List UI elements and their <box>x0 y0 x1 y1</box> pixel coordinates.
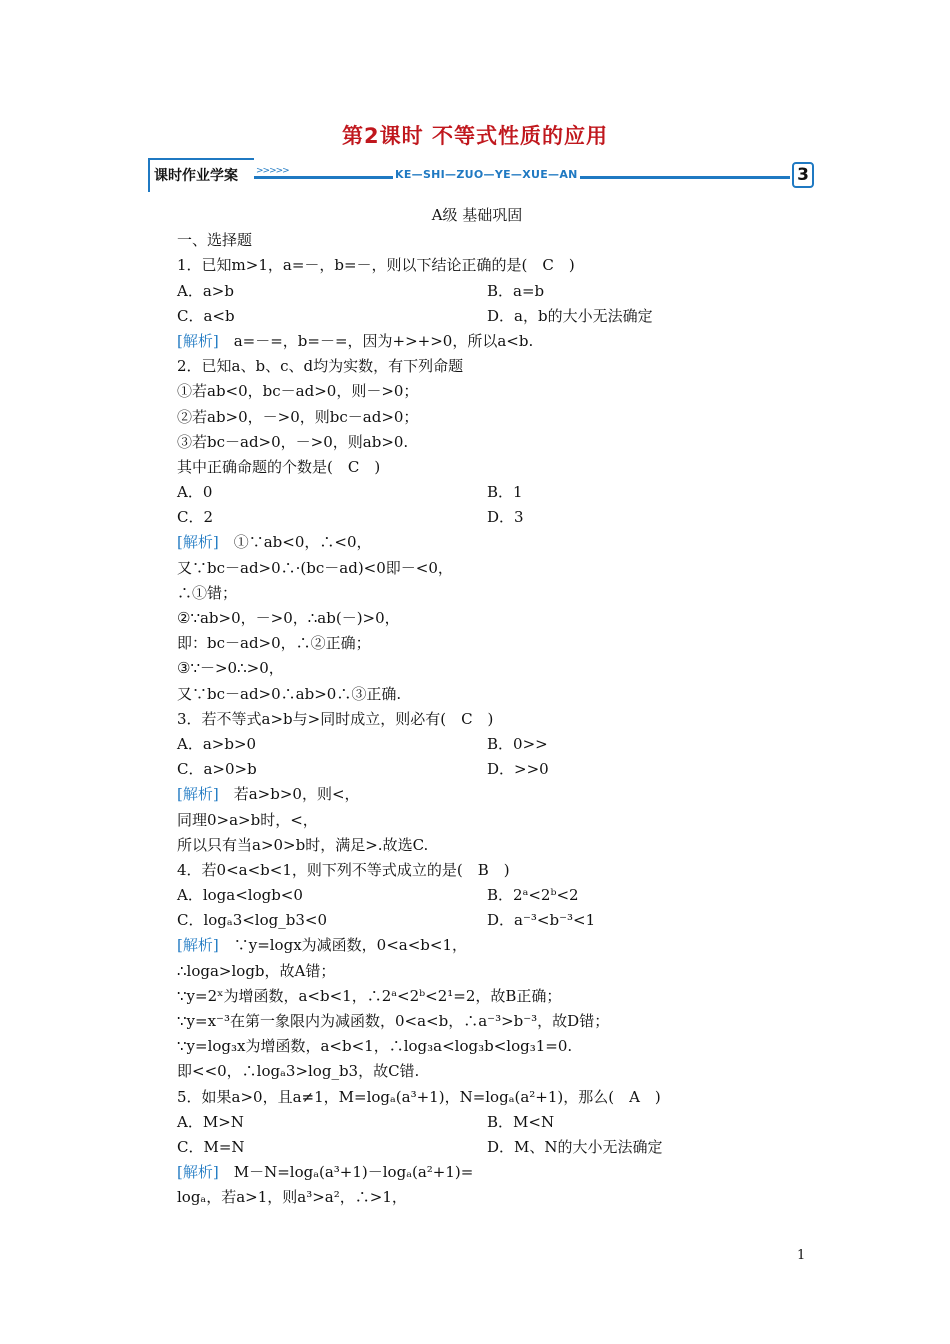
option-row <box>177 1135 777 1160</box>
analysis-line: logₐ，若a>1，则a³>a²，∴>1， <box>177 1188 407 1207</box>
option-row <box>177 480 777 505</box>
banner-arrows: >>>>> <box>256 166 289 176</box>
option-row <box>177 279 777 304</box>
analysis-line: [解析] M－N=logₐ(a³+1)－logₐ(a²+1)= <box>177 1163 474 1182</box>
question-stem: 5．如果a>0，且a≠1，M=logₐ(a³+1)，N=logₐ(a²+1)，那么( A ) <box>177 1087 661 1106</box>
analysis-line: 即<<0，∴logₐ3>log_b3，故C错. <box>177 1062 420 1081</box>
question-block <box>177 253 777 354</box>
question-statement: ②若ab>0，－>0，则bc－ad>0； <box>177 407 419 426</box>
question-stem: 1．已知m>1，a=－，b=－，则以下结论正确的是( C ) <box>177 256 575 275</box>
level-heading: A级 基础巩固 <box>431 206 523 224</box>
option: C．logₐ3<log_b3<0 <box>177 911 327 930</box>
analysis-line: 同理0>a>b时，<， <box>177 810 318 829</box>
option: C．2 <box>177 508 214 527</box>
option: D．>>0 <box>487 760 549 779</box>
banner-pinyin: KE—SHI—ZUO—YE—XUE—AN <box>395 168 578 181</box>
option-row <box>177 757 777 782</box>
option-row <box>177 883 777 908</box>
section-heading: 一、选择题 <box>177 231 253 250</box>
option: A．loga<logb<0 <box>177 886 303 905</box>
option: B．1 <box>487 483 523 502</box>
analysis-line: [解析] ①∵ab<0，∴<0， <box>177 533 372 552</box>
option: D．a⁻³<b⁻³<1 <box>487 911 596 930</box>
option-row <box>177 304 777 329</box>
question-block <box>177 858 777 1085</box>
question-stem: 2．已知a、b、c、d均为实数，有下列命题 <box>177 357 464 376</box>
analysis-line: [解析] 若a>b>0，则<， <box>177 785 360 804</box>
analysis-line: ∴loga>logb，故A错； <box>177 961 336 980</box>
option: B．0>> <box>487 734 548 753</box>
option: C．a>0>b <box>177 760 257 779</box>
option: A．0 <box>177 483 213 502</box>
analysis-tag: [解析] <box>177 785 219 804</box>
question-statement: ③若bc－ad>0，－>0，则ab>0. <box>177 432 409 451</box>
banner-label: 课时作业学案 <box>154 168 238 184</box>
page-title: 第2课时 不等式性质的应用 <box>342 124 608 148</box>
option-row <box>177 1110 777 1135</box>
option: B．M<N <box>487 1112 555 1131</box>
option: D．a，b的大小无法确定 <box>487 306 653 325</box>
question-stem: 4．若0<a<b<1，则下列不等式成立的是( B ) <box>177 860 510 879</box>
question-stem: 3．若不等式a>b与>同时成立，则必有( C ) <box>177 709 494 728</box>
option: C．M=N <box>177 1137 245 1156</box>
question-block <box>177 707 777 858</box>
option: B．2ᵃ<2ᵇ<2 <box>487 886 579 905</box>
analysis-line: ②∵ab>0，－>0，∴ab(－)>0， <box>177 609 400 627</box>
question-statement: ①若ab<0，bc－ad>0，则－>0； <box>177 382 419 401</box>
question-list <box>177 253 777 1210</box>
banner-number: 3 <box>792 162 814 188</box>
option: A．M>N <box>177 1112 244 1131</box>
analysis-line: ∵y=x⁻³在第一象限内为减函数，0<a<b，∴a⁻³>b⁻³，故D错； <box>177 1012 610 1030</box>
analysis-line: [解析] ∵y=logx为减函数，0<a<b<1， <box>177 936 467 955</box>
option-row <box>177 505 777 530</box>
analysis-line: ③∵－>0∴>0， <box>177 659 284 678</box>
analysis-line: ∵y=log₃x为增函数，a<b<1，∴log₃a<log₃b<log₃1=0. <box>177 1037 573 1056</box>
document-body <box>177 203 777 1211</box>
analysis-line: ∵y=2ˣ为增函数，a<b<1，∴2ᵃ<2ᵇ<2¹=2，故B正确； <box>177 986 562 1005</box>
analysis-line: ∴①错； <box>177 583 238 602</box>
analysis-line: [解析] a=－=，b=－=，因为+>+>0，所以a<b. <box>177 331 534 350</box>
option-row <box>177 732 777 757</box>
analysis-line: 又∵bc－ad>0∴ab>0∴③正确. <box>177 684 402 703</box>
analysis-tag: [解析] <box>177 936 219 955</box>
analysis-tag: [解析] <box>177 331 219 350</box>
analysis-line: 又∵bc－ad>0∴·(bc－ad)<0即－<0， <box>177 558 453 577</box>
homework-banner <box>148 158 814 196</box>
question-block <box>177 354 777 707</box>
analysis-tag: [解析] <box>177 1163 219 1182</box>
option: A．a>b>0 <box>177 734 257 753</box>
option: A．a>b <box>177 281 234 300</box>
option: C．a<b <box>177 306 235 325</box>
analysis-line: 即：bc－ad>0，∴②正确； <box>177 634 371 653</box>
analysis-line: 所以只有当a>0>b时，满足>.故选C. <box>177 835 429 854</box>
option: D．M、N的大小无法确定 <box>487 1137 663 1156</box>
option-row <box>177 908 777 933</box>
question-block <box>177 1085 777 1211</box>
option: B．a=b <box>487 281 545 300</box>
analysis-tag: [解析] <box>177 533 219 552</box>
option: D．3 <box>487 508 524 527</box>
page-number: 1 <box>797 1248 806 1263</box>
question-statement: 其中正确命题的个数是( C ) <box>177 457 381 476</box>
